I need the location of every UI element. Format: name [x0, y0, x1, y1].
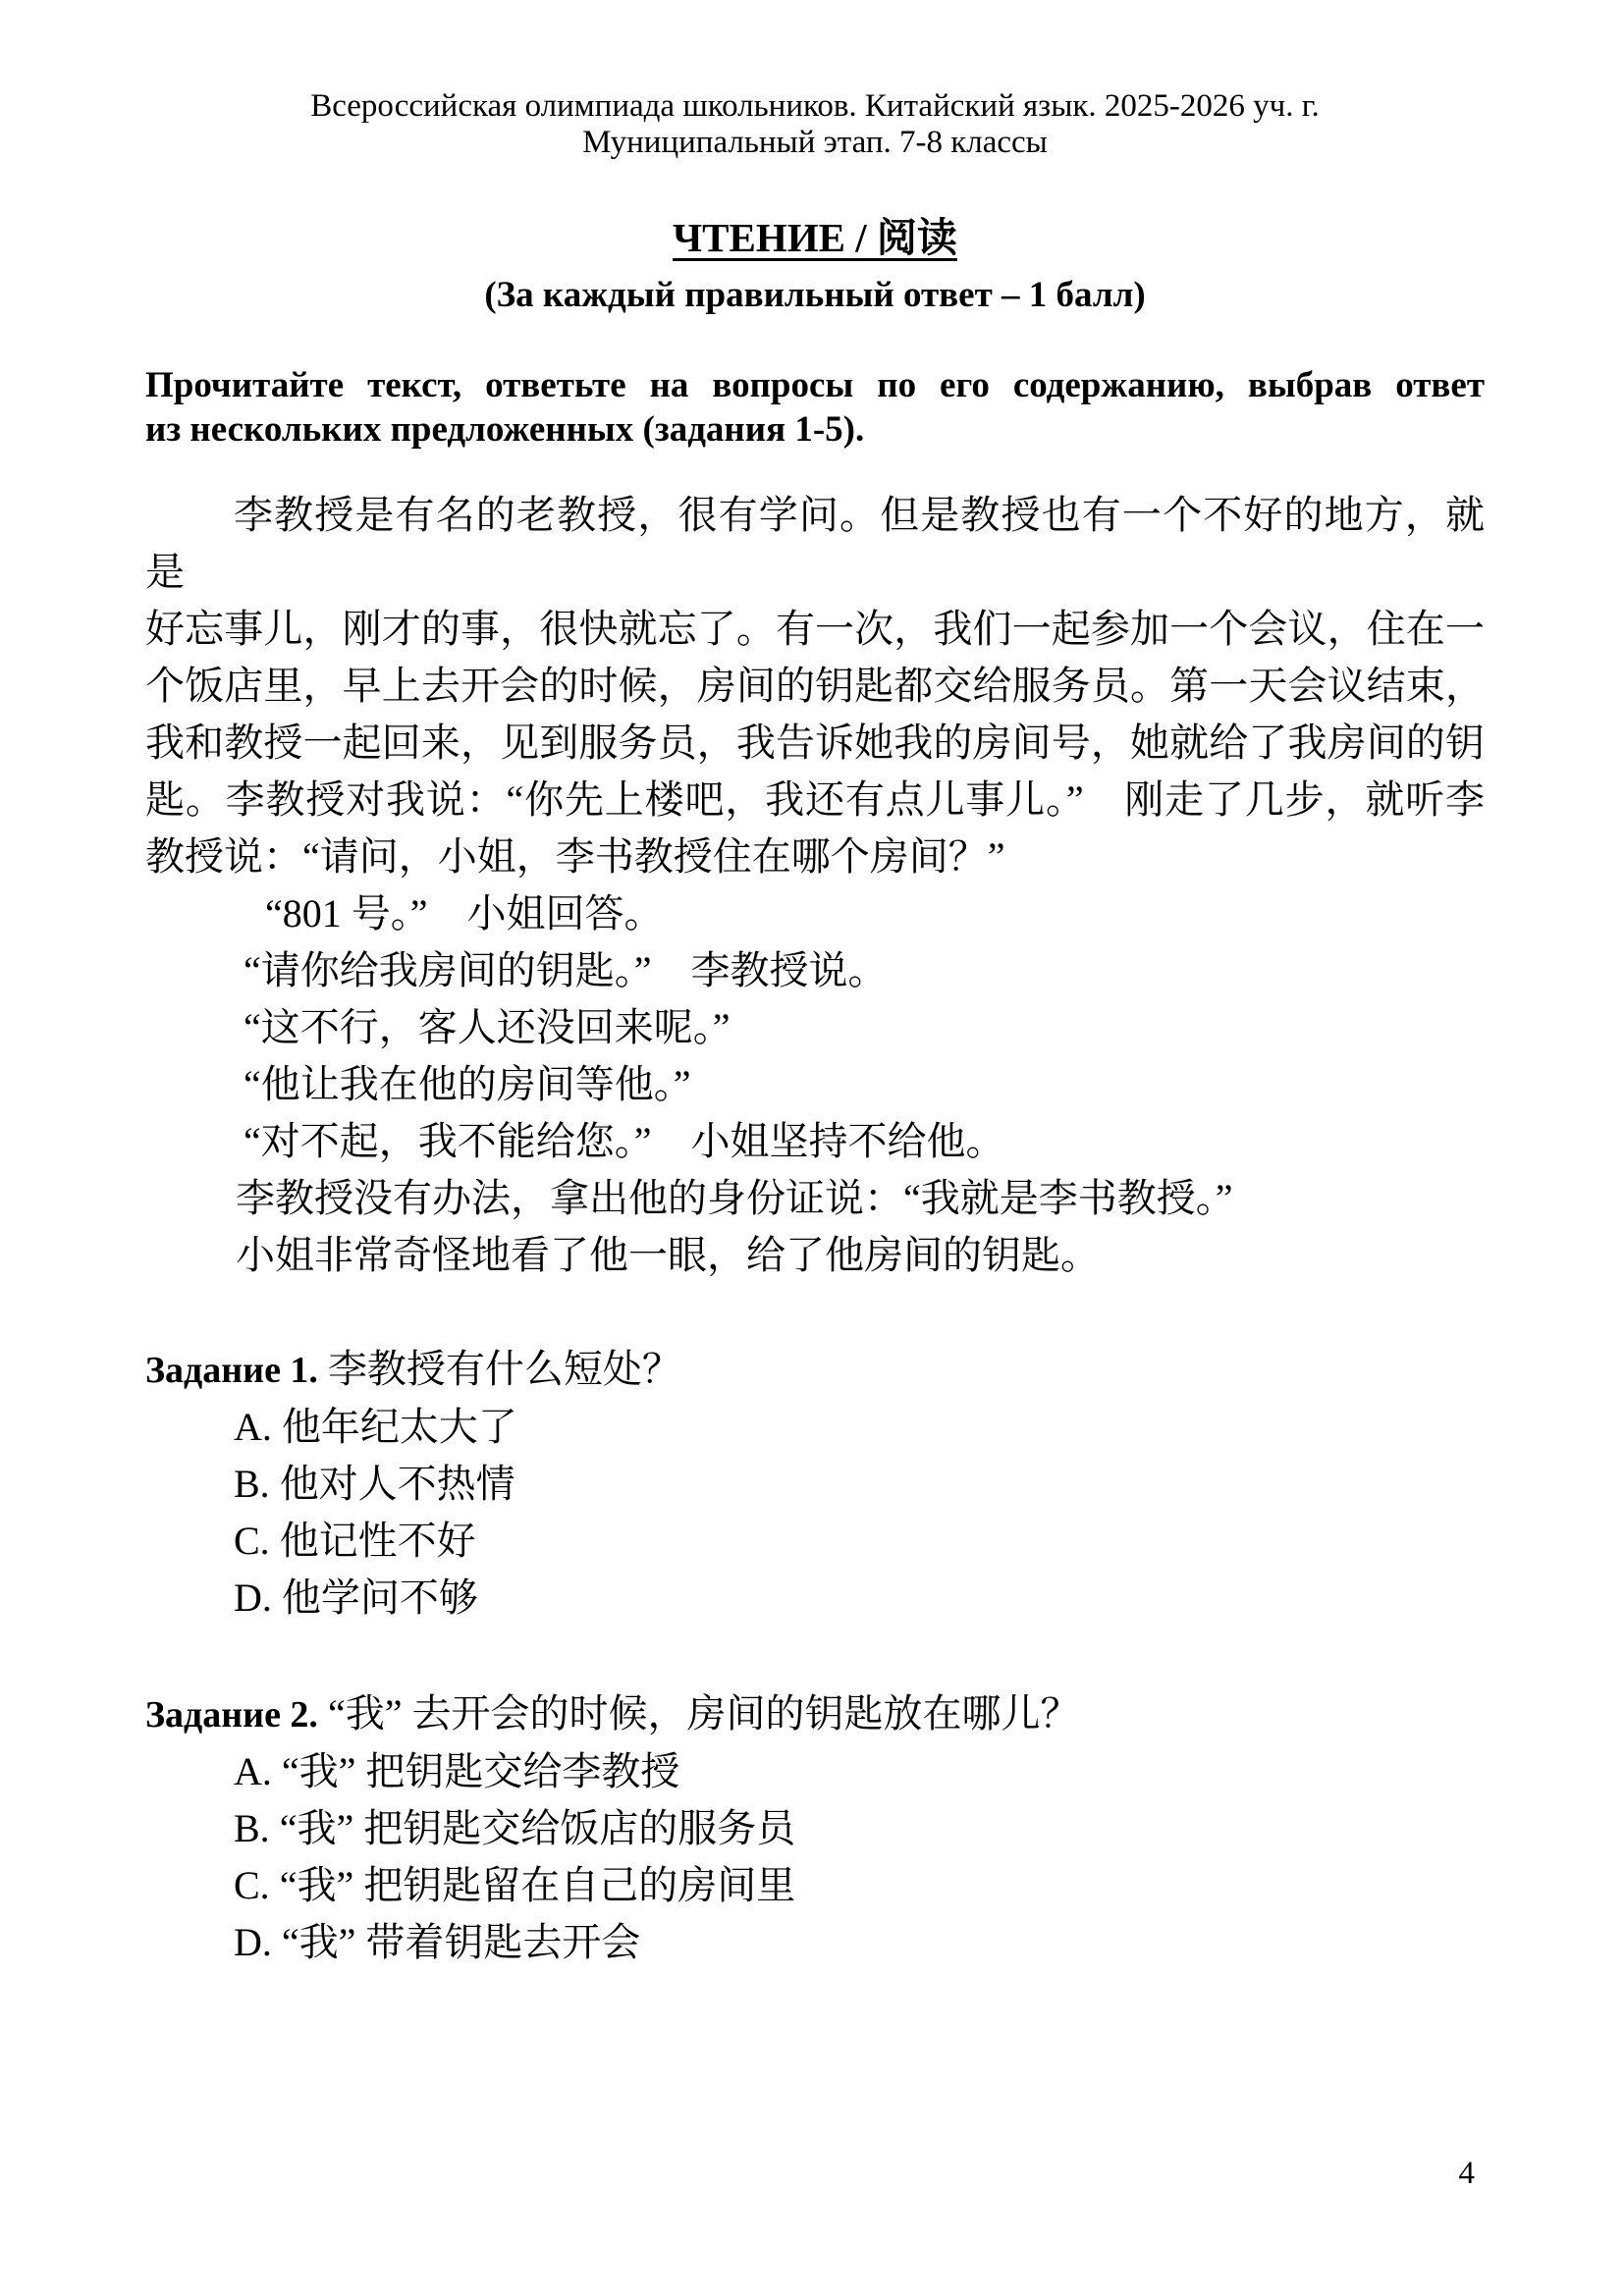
- task-2-option-d: [145, 1914, 1485, 1971]
- passage-line: 好忘事儿，刚才的事，很快就忘了。有一次，我们一起参加一个会议，住在一: [145, 607, 1485, 651]
- dialogue-line: “801 号。” 小姐回答。: [265, 891, 664, 935]
- dialogue-line: “他让我在他的房间等他。”: [244, 1062, 691, 1106]
- passage-line: 我和教授一起回来，见到服务员，我告诉她我的房间号，她就给了我房间的钥: [145, 721, 1485, 765]
- instructions-line-2: из нескольких предложенных (задания 1-5).: [145, 409, 865, 450]
- option-text: “我” 把钥匙交给饭店的服务员: [279, 1806, 796, 1850]
- task-2: [145, 1685, 1485, 1971]
- dialogue-line: “这不行，客人还没回来呢。”: [244, 1005, 731, 1049]
- dialogue-line: “请你给我房间的钥匙。” 李教授说。: [244, 948, 888, 992]
- page-number: 4: [1458, 2156, 1475, 2191]
- task-1-label: Задание 1.: [145, 1350, 318, 1391]
- task-2-question-row: [145, 1685, 1485, 1743]
- task-2-label: Задание 2.: [145, 1694, 318, 1735]
- option-text: 他年纪太大了: [281, 1405, 517, 1449]
- option-letter: A.: [234, 1749, 272, 1793]
- task-1-question: 李教授有什么短处？: [327, 1347, 681, 1391]
- option-letter: B.: [234, 1462, 270, 1506]
- option-text: “我” 把钥匙交给李教授: [281, 1749, 680, 1793]
- option-text: “我” 把钥匙留在自己的房间里: [279, 1863, 796, 1907]
- option-text: “我” 带着钥匙去开会: [281, 1920, 641, 1964]
- passage-line: 李教授是有名的老教授，很有学问。但是教授也有一个不好的地方，就是: [145, 493, 1485, 594]
- section-title: ЧТЕНИЕ / 阅读: [673, 215, 957, 260]
- task-2-option-b: [145, 1800, 1485, 1857]
- dialogue-line: 小姐非常奇怪地看了他一眼，给了他房间的钥匙。: [236, 1233, 1100, 1277]
- task-1-option-d: [145, 1570, 1485, 1627]
- passage-line: 个饭店里，早上去开会的时候，房间的钥匙都交给服务员。第一天会议结束，: [145, 664, 1485, 708]
- dialogue-line: 李教授没有办法，拿出他的身份证说：“我就是李书教授。”: [236, 1176, 1233, 1220]
- task-1-option-c: [145, 1513, 1485, 1570]
- task-2-question: “我” 去开会的时候，房间的钥匙放在哪儿？: [327, 1691, 1080, 1735]
- task-1-option-b: [145, 1456, 1485, 1513]
- passage-line: 匙。李教授对我说：“你先上楼吧，我还有点儿事儿。” 刚走了几步，就听李: [145, 777, 1485, 822]
- option-letter: A.: [234, 1405, 272, 1449]
- task-1-option-a: [145, 1399, 1485, 1456]
- instructions: [145, 363, 1485, 452]
- option-text: 他记性不好: [279, 1519, 476, 1563]
- instructions-line-1: Прочитайте текст, ответьте на вопросы по его содержанию, выбрав ответ: [145, 365, 1485, 405]
- option-letter: D.: [234, 1575, 272, 1620]
- task-1-question-row: [145, 1341, 1485, 1399]
- header-line-2: Муниципальный этап. 7-8 классы: [582, 125, 1048, 160]
- option-letter: D.: [234, 1920, 272, 1964]
- option-letter: C.: [234, 1863, 270, 1907]
- reading-passage: [145, 487, 1485, 1284]
- header-line-1: Всероссийская олимпиада школьников. Китайский язык. 2025-2026 уч. г.: [310, 88, 1320, 124]
- section-title-row: [145, 214, 1485, 261]
- task-2-option-c: [145, 1857, 1485, 1914]
- task-1: [145, 1341, 1485, 1627]
- option-letter: C.: [234, 1519, 270, 1563]
- option-text: 他学问不够: [281, 1575, 478, 1620]
- option-text: 他对人不热情: [279, 1462, 515, 1506]
- option-letter: B.: [234, 1806, 270, 1850]
- task-2-option-a: [145, 1743, 1485, 1800]
- passage-line: 教授说：“请问，小姐，李书教授住在哪个房间？”: [145, 834, 1005, 879]
- dialogue-line: “对不起，我不能给您。” 小姐坚持不给他。: [244, 1119, 1005, 1163]
- document-header: [145, 88, 1485, 161]
- section-subtitle: (За каждый правильный ответ – 1 балл): [484, 275, 1146, 315]
